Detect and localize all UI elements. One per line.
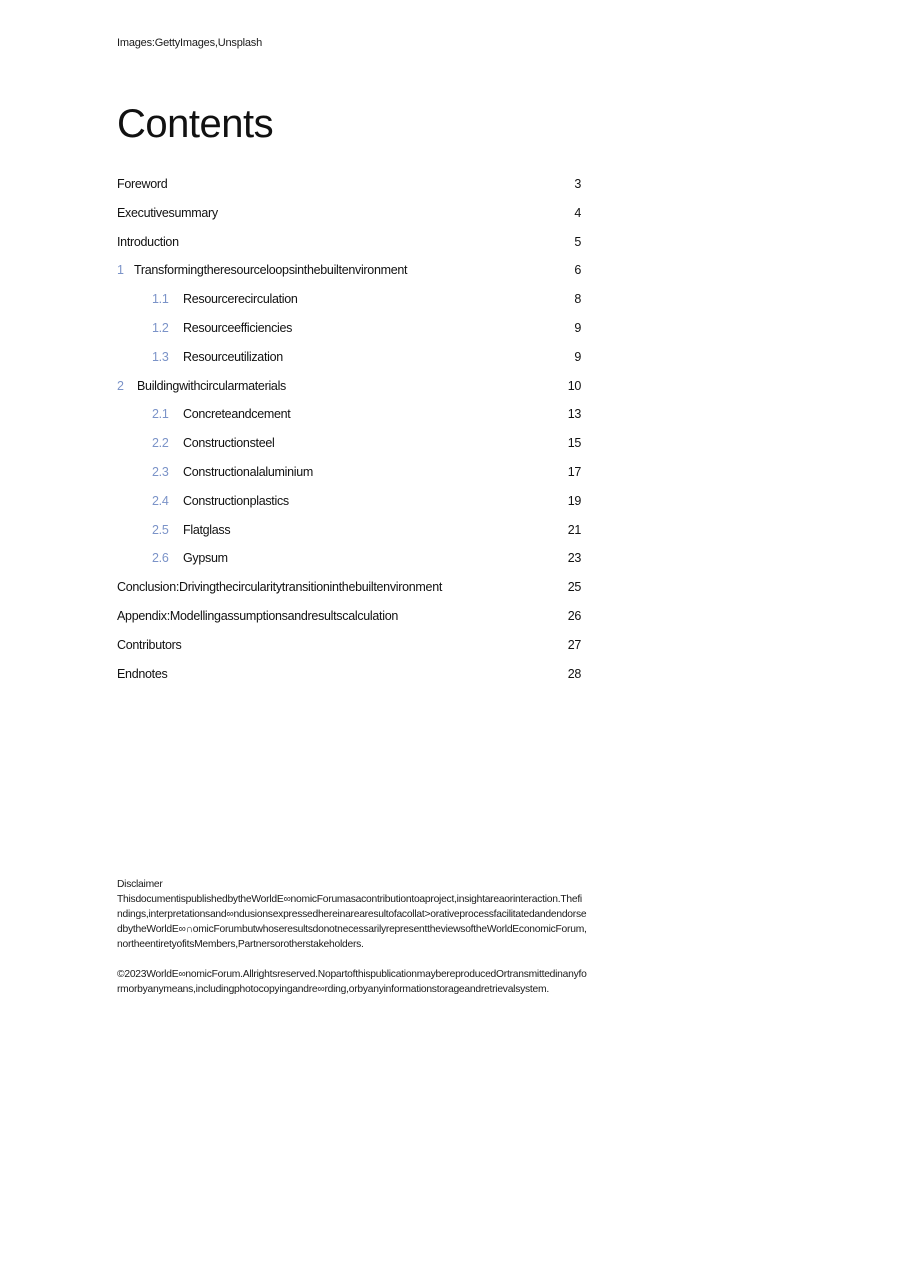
toc-section-number: 2.4 <box>152 493 169 508</box>
toc-entry-page: 13 <box>567 407 581 422</box>
image-credit: Images:GettyImages,Unsplash <box>117 37 263 49</box>
toc-entry-page: 15 <box>567 436 581 451</box>
toc-entry-section-2-4[interactable] <box>117 494 581 523</box>
toc-section-number: 2.1 <box>152 407 169 422</box>
toc-entry-label: Contributors <box>117 637 182 652</box>
toc-entry-page: 25 <box>567 580 581 595</box>
toc-section-number: 2.2 <box>152 436 169 451</box>
toc-entry-label: Buildingwithcircularmaterials <box>137 378 286 393</box>
toc-entry-section-2-6[interactable] <box>117 551 581 580</box>
toc-entry-section-1[interactable] <box>117 263 581 292</box>
disclaimer-heading: Disclaimer <box>117 879 163 890</box>
toc-entry-introduction[interactable] <box>117 235 581 264</box>
toc-section-number: 2.5 <box>152 522 169 537</box>
toc-entry-label: Transformingtheresourceloopsinthebuiltenvironment <box>134 263 408 278</box>
toc-entry-label: Conclusion:Drivingthecircularitytransitioninthebuiltenvironment <box>117 580 443 595</box>
toc-section-number: 2 <box>117 378 124 393</box>
toc-entry-page: 27 <box>567 637 581 652</box>
toc-entry-page: 5 <box>574 234 581 249</box>
toc-entry-endnotes[interactable] <box>117 667 581 696</box>
disclaimer-body: ThisdocumentispublishedbytheWorldE∞nomicForumasacontributiontoaproject,insightareaorinteraction.Thefindings,interpretationsand∞ndusionsexpressedhereinarearesultofacollat>orativeprocessfacilitatedandendorsedbytheWorldE∞∩omicForumbutwhoseresultsdonotnecessarilyrepresenttheviewsoftheWorldEconomicForum,northeentiretyofitsMembers,Partnersorotherstakeholders. <box>117 894 587 950</box>
toc-entry-label: Concreteandcement <box>183 407 291 422</box>
toc-entry-label: Appendix:Modellingassumptionsandresultscalculation <box>117 608 399 623</box>
toc-entry-label: Constructionsteel <box>183 436 275 451</box>
toc-entry-label: Executivesummary <box>117 205 218 220</box>
table-of-contents <box>117 177 581 695</box>
toc-entry-page: 23 <box>567 551 581 566</box>
toc-entry-label: Endnotes <box>117 666 168 681</box>
toc-entry-page: 9 <box>574 349 581 364</box>
toc-entry-section-2-3[interactable] <box>117 465 581 494</box>
toc-entry-label: Resourceutilization <box>183 349 283 364</box>
toc-entry-label: Flatglass <box>183 522 231 537</box>
toc-section-number: 2.3 <box>152 464 169 479</box>
toc-entry-page: 3 <box>574 177 581 191</box>
toc-section-number: 1.3 <box>152 349 169 364</box>
toc-entry-label: Constructionalaluminium <box>183 464 313 479</box>
toc-entry-section-2-5[interactable] <box>117 523 581 552</box>
toc-entry-page: 4 <box>574 205 581 220</box>
toc-entry-section-1-2[interactable] <box>117 321 581 350</box>
toc-entry-appendix[interactable] <box>117 609 581 638</box>
toc-entry-page: 8 <box>574 292 581 307</box>
toc-entry-foreword[interactable] <box>117 177 581 206</box>
toc-entry-label: Introduction <box>117 234 179 249</box>
toc-entry-section-2-2[interactable] <box>117 436 581 465</box>
toc-entry-section-1-3[interactable] <box>117 350 581 379</box>
toc-entry-page: 6 <box>574 263 581 278</box>
toc-entry-label: Resourceefficiencies <box>183 320 293 335</box>
copyright-notice: ©2023WorldE∞nomicForum.Allrightsreserved.NopartofthispublicationmaybereproducedOrtransmittedinanyformorbyanymeans,includingphotocopyingandre∞rding,orbyanyinformationstorageandretrievalsystem. <box>117 969 587 995</box>
toc-entry-contributors[interactable] <box>117 638 581 667</box>
toc-entry-page: 26 <box>567 608 581 623</box>
toc-section-number: 2.6 <box>152 551 169 566</box>
toc-entry-label: Resourcerecirculation <box>183 292 298 307</box>
toc-entry-page: 9 <box>574 320 581 335</box>
toc-section-number: 1.1 <box>152 292 169 307</box>
toc-section-number: 1 <box>117 263 124 278</box>
toc-entry-page: 10 <box>567 378 581 393</box>
toc-entry-executive-summary[interactable] <box>117 206 581 235</box>
toc-entry-page: 28 <box>567 666 581 681</box>
toc-entry-conclusion[interactable] <box>117 580 581 609</box>
toc-entry-section-2-1[interactable] <box>117 407 581 436</box>
toc-entry-label: Gypsum <box>183 551 228 566</box>
toc-entry-page: 17 <box>567 464 581 479</box>
page-title: Contents <box>117 102 274 146</box>
toc-entry-page: 21 <box>567 522 581 537</box>
disclaimer-block <box>117 877 587 1012</box>
toc-entry-label: Foreword <box>117 177 168 191</box>
toc-section-number: 1.2 <box>152 320 169 335</box>
toc-entry-section-1-1[interactable] <box>117 292 581 321</box>
toc-entry-section-2[interactable] <box>117 379 581 408</box>
toc-entry-label: Constructionplastics <box>183 493 289 508</box>
toc-entry-page: 19 <box>567 493 581 508</box>
